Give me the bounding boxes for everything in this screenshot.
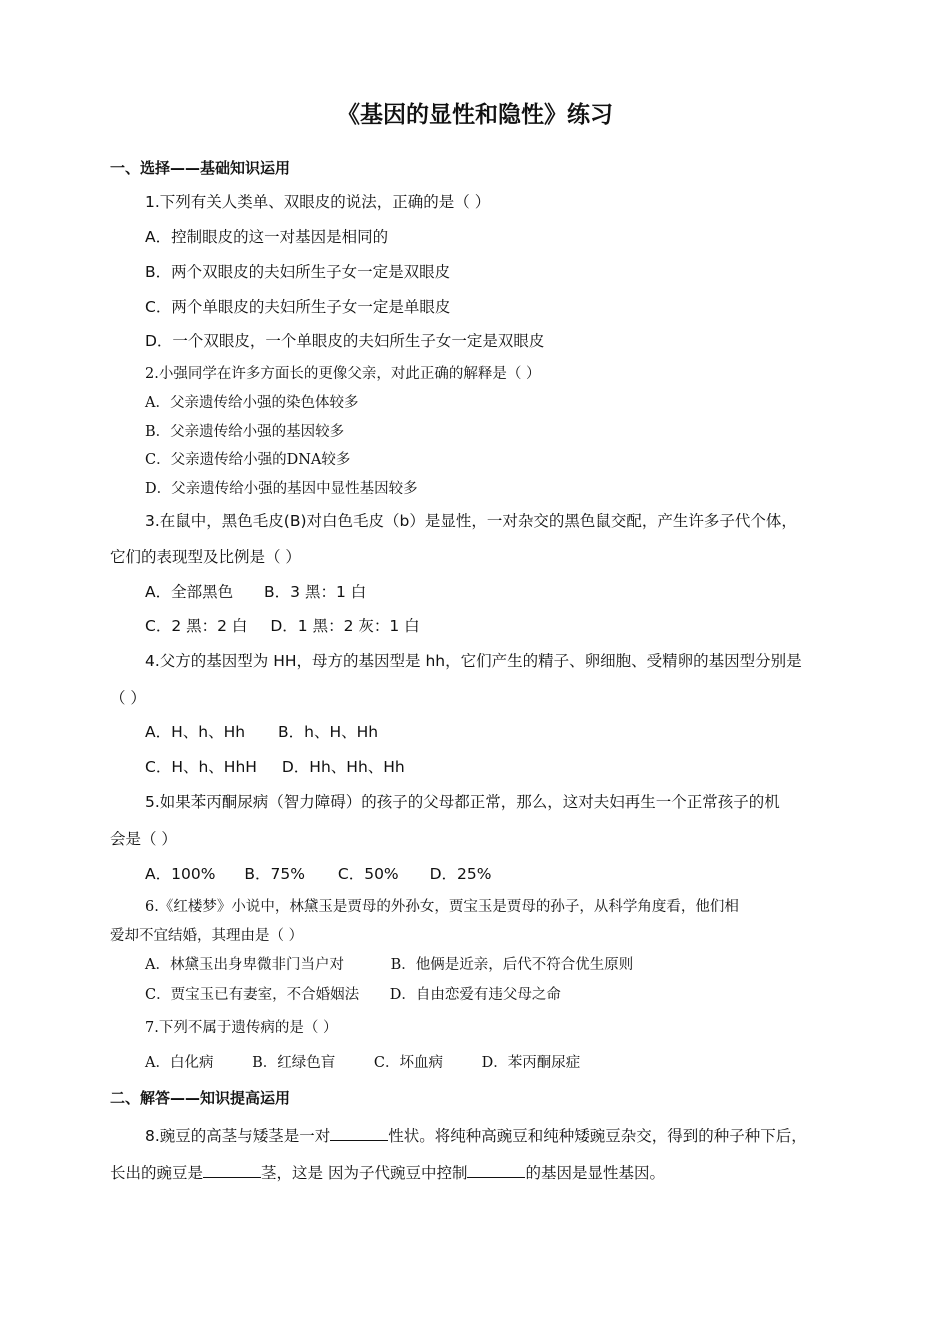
q8-line2 [110, 1161, 665, 1183]
q3-option-d: D．1 黑：2 灰：1 白 [270, 617, 420, 635]
q6-options-row2 [145, 985, 561, 1005]
q1-option-a: A．控制眼皮的这一对基因是相同的 [145, 228, 389, 246]
q5-stem-line1: 5.如果苯丙酮尿病（智力障碍）的孩子的父母都正常，那么，这对夫妇再生一个正常孩子的机 [145, 793, 780, 811]
q5-option-b: B．75% [244, 865, 305, 883]
q8-text-part5: 的基因是显性基因。 [525, 1164, 665, 1182]
q8-text-part1: 8.豌豆的高茎与矮茎是一对 [145, 1127, 331, 1145]
q3-option-c: C．2 黑：2 白 [145, 617, 248, 635]
q4-options-row2 [145, 757, 405, 777]
section-heading-choice: 一、选择——基础知识运用 [110, 159, 291, 177]
q6-option-a: A．林黛玉出身卑微非门当户对 [145, 957, 344, 973]
q4-option-a: A．H、h、Hh [145, 723, 246, 741]
q7-options [145, 1053, 580, 1073]
q8-blank-1[interactable] [330, 1124, 388, 1141]
q5-option-a: A．100% [145, 865, 216, 883]
q4-option-c: C．H、h、HhH [145, 758, 257, 776]
q2-stem: 2.小强同学在许多方面长的更像父亲，对此正确的解释是（ ） [145, 366, 541, 382]
q7-option-c: C．坏血病 [373, 1055, 443, 1071]
q1-option-c: C．两个单眼皮的夫妇所生子女一定是单眼皮 [145, 298, 451, 316]
q8-blank-3[interactable] [467, 1161, 525, 1178]
q7-stem: 7.下列不属于遗传病的是（ ） [145, 1020, 338, 1036]
q3-options-row2 [145, 616, 420, 636]
q4-stem-line2: （ ） [110, 689, 146, 707]
q6-options-row1 [145, 955, 633, 975]
q2-option-c: C．父亲遗传给小强的DNA较多 [145, 452, 351, 468]
q8-text-part2: 性状。将纯种高豌豆和纯种矮豌豆杂交，得到的种子种下后， [388, 1127, 807, 1145]
q6-stem-line1: 6.《红楼梦》小说中，林黛玉是贾母的外孙女，贾宝玉是贾母的孙子，从科学角度看，他们相 [145, 899, 739, 915]
q3-option-a: A．全部黑色 [145, 583, 234, 601]
q6-option-d: D．自由恋爱有违父母之命 [389, 987, 561, 1003]
q5-option-d: D．25% [429, 865, 492, 883]
q1-stem: 1.下列有关人类单、双眼皮的说法，正确的是（ ） [145, 193, 491, 211]
q7-option-a: A．白化病 [145, 1055, 214, 1071]
q3-stem-line2: 它们的表现型及比例是（ ） [110, 548, 301, 566]
section-heading-answer: 二、解答——知识提高运用 [110, 1089, 291, 1107]
q7-option-d: D．苯丙酮尿症 [481, 1055, 581, 1071]
q8-text-part3: 长出的豌豆是 [110, 1164, 204, 1182]
q8-blank-2[interactable] [203, 1161, 261, 1178]
q4-options-row1 [145, 722, 378, 742]
q5-option-c: C．50% [337, 865, 399, 883]
q6-option-b: B．他俩是近亲，后代不符合优生原则 [390, 957, 634, 973]
q4-option-d: D．Hh、Hh、Hh [281, 758, 405, 776]
q8-text-part4: 茎，这是 因为子代豌豆中控制 [261, 1164, 468, 1182]
q3-option-b: B．3 黑：1 白 [264, 583, 367, 601]
q1-option-d: D．一个双眼皮，一个单眼皮的夫妇所生子女一定是双眼皮 [145, 332, 545, 350]
q6-option-c: C．贾宝玉已有妻室，不合婚姻法 [145, 987, 360, 1003]
q2-option-a: A．父亲遗传给小强的染色体较多 [145, 395, 359, 411]
q4-stem-line1: 4.父方的基因型为 HH，母方的基因型是 hh，它们产生的精子、卵细胞、受精卵的基因型分别是 [145, 652, 802, 670]
q7-option-b: B．红绿色盲 [252, 1055, 336, 1071]
q5-options [145, 864, 492, 884]
q6-stem-line2: 爱却不宜结婚，其理由是（ ） [110, 928, 304, 944]
q8-line1 [145, 1124, 807, 1146]
q3-stem-line1: 3.在鼠中，黑色毛皮(B)对白色毛皮（b）是显性，一对杂交的黑色鼠交配，产生许多子代个体， [145, 512, 797, 530]
q4-option-b: B．h、H、Hh [278, 723, 379, 741]
q1-option-b: B．两个双眼皮的夫妇所生子女一定是双眼皮 [145, 263, 451, 281]
q3-options-row1 [145, 582, 366, 602]
q2-option-b: B．父亲遗传给小强的基因较多 [145, 424, 345, 440]
q5-stem-line2: 会是（ ） [110, 830, 177, 848]
q2-option-d: D．父亲遗传给小强的基因中显性基因较多 [145, 481, 418, 497]
page-title: 《基因的显性和隐性》练习 [337, 102, 613, 128]
